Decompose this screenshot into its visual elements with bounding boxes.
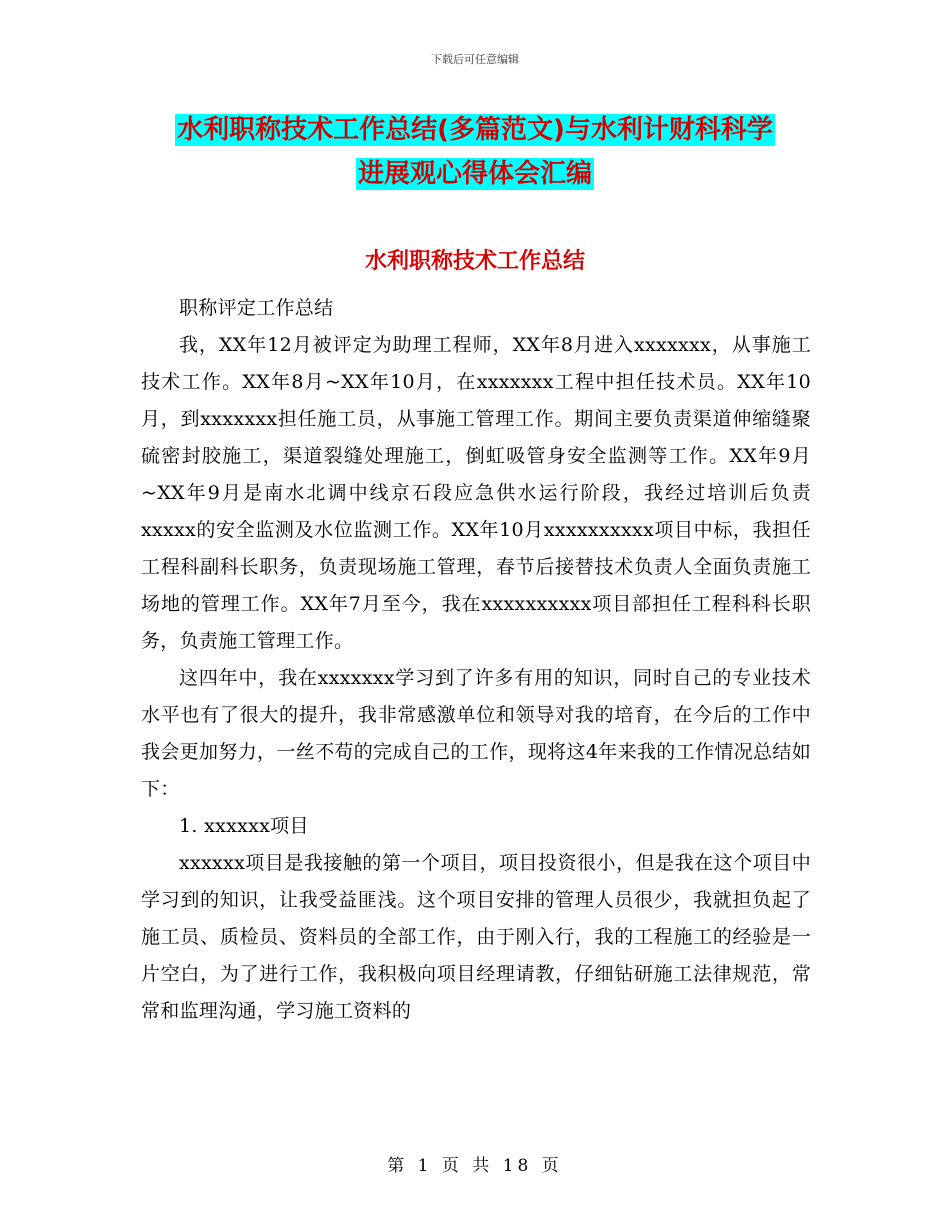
paragraph: xxxxxx项目是我接触的第一个项目，项目投资很小，但是我在这个项目中学习到的知识，让我受益匪浅。这个项目安排的管理人员很少，我就担负起了施工员、质检员、资料员的全部工作，由于刚入行，我的工程施工的经验是一片空白，为了进行工作，我积极向项目经理请教，仔细钻研施工法律规范，常常和监理沟通，学习施工资料的 xyxy=(141,852,811,1022)
document-title-line-2: 进展观心得体会汇编 xyxy=(357,159,592,189)
document-title-line-1: 水利职称技术工作总结(多篇范文)与水利计财科科学 xyxy=(177,115,773,145)
document-title xyxy=(0,108,950,196)
paragraph: 我，XX年12月被评定为助理工程师，XX年8月进入xxxxxxx，从事施工技术工作。XX年8月~XX年10月，在xxxxxxx工程中担任技术员。XX年10月，到xxxxxxx担任施工员，从事施工管理工作。期间主要负责渠道伸缩缝聚硫密封胶施工，渠道裂缝处理施工，倒虹吸管身安全监测等工作。XX年9月~XX年9月是南水北调中线京石段应急供水运行阶段，我经过培训后负责xxxxx的安全监测及水位监测工作。XX年10月xxxxxxxxxx项目中标，我担任工程科副科长职务，负责现场施工管理，春节后接替技术负责人全面负责施工场地的管理工作。XX年7月至今，我在xxxxxxxxxx项目部担任工程科科长职务，负责施工管理工作。 xyxy=(141,334,811,652)
page-number-footer: 第 1 页 共 18 页 xyxy=(387,1156,563,1176)
paragraph: 职称评定工作总结 xyxy=(179,297,334,319)
page-header-note: 下载后可任意编辑 xyxy=(431,53,519,66)
document-body xyxy=(141,290,811,1030)
section-heading: 水利职称技术工作总结 xyxy=(364,249,585,274)
paragraph: 1. xxxxxx项目 xyxy=(179,815,309,837)
paragraph: 这四年中，我在xxxxxxx学习到了许多有用的知识，同时自己的专业技术水平也有了很大的提升，我非常感激单位和领导对我的培育，在今后的工作中我会更加努力，一丝不苟的完成自己的工作，现将这4年来我的工作情况总结如下： xyxy=(141,667,811,800)
